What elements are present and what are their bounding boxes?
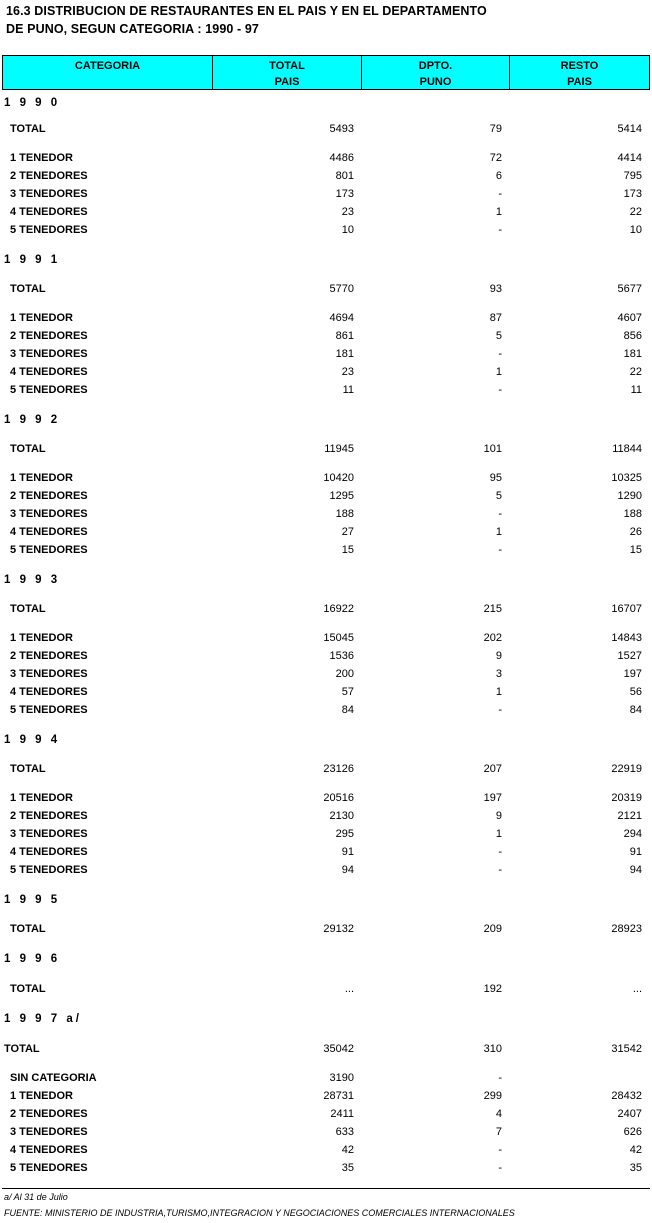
table-row	[0, 1162, 652, 1178]
category-cell: 5 TENEDORES	[10, 704, 88, 716]
table-header	[2, 55, 650, 90]
category-cell: 4 TENEDORES	[10, 206, 88, 218]
category-cell: 5 TENEDORES	[10, 1162, 88, 1174]
resto-pais-cell: 35	[629, 1162, 642, 1174]
category-cell: 1 TENEDOR	[10, 312, 73, 324]
category-cell: 1 TENEDOR	[10, 472, 73, 484]
total-pais-cell: 27	[341, 526, 354, 538]
resto-pais-cell: 28432	[611, 1090, 642, 1102]
total-pais-cell: 42	[341, 1144, 354, 1156]
total-pais-cell: 2130	[329, 810, 354, 822]
dpto-puno-cell: -	[498, 864, 502, 876]
total-pais-cell: 173	[335, 188, 354, 200]
table-row	[0, 792, 652, 808]
total-pais-cell: 23	[341, 206, 354, 218]
year-heading: 1 9 9 5	[4, 894, 61, 906]
category-cell: 3 TENEDORES	[10, 188, 88, 200]
table-row	[0, 1144, 652, 1160]
dpto-puno-cell: 5	[495, 330, 502, 342]
resto-pais-cell: 181	[623, 348, 642, 360]
table-row	[0, 632, 652, 648]
column-header-total-pais: TOTAL PAIS	[213, 56, 362, 89]
category-cell: 4 TENEDORES	[10, 526, 88, 538]
category-cell: TOTAL	[10, 443, 46, 455]
table-row	[0, 686, 652, 702]
year-heading: 1 9 9 1	[4, 254, 61, 266]
dpto-puno-cell: 9	[495, 810, 502, 822]
total-pais-cell: 11945	[324, 443, 354, 455]
table-row	[0, 490, 652, 506]
category-cell: TOTAL	[10, 283, 46, 295]
resto-pais-cell: 11844	[612, 443, 642, 455]
total-pais-cell: 181	[335, 348, 354, 360]
table-row	[0, 206, 652, 222]
table-row	[0, 544, 652, 560]
table-row	[0, 312, 652, 328]
dpto-puno-cell: 93	[489, 283, 502, 295]
dpto-puno-cell: 95	[489, 472, 502, 484]
resto-pais-cell: 15	[629, 544, 642, 556]
resto-pais-cell: 4607	[617, 312, 642, 324]
category-cell: 5 TENEDORES	[10, 544, 88, 556]
category-cell: 4 TENEDORES	[10, 1144, 88, 1156]
total-pais-cell: 10	[341, 224, 354, 236]
total-pais-cell: 2411	[330, 1108, 354, 1120]
resto-pais-cell: 20319	[611, 792, 642, 804]
resto-pais-cell: 856	[623, 330, 642, 342]
category-cell: 2 TENEDORES	[10, 810, 88, 822]
total-pais-cell: 1295	[329, 490, 354, 502]
resto-pais-cell: 42	[629, 1144, 642, 1156]
dpto-puno-cell: -	[498, 846, 502, 858]
table-row	[0, 526, 652, 542]
table-row	[0, 170, 652, 186]
dpto-puno-cell: 1	[495, 366, 502, 378]
dpto-puno-cell: 299	[483, 1090, 502, 1102]
category-cell: 5 TENEDORES	[10, 864, 88, 876]
category-cell: 4 TENEDORES	[10, 686, 88, 698]
resto-pais-cell: 26	[629, 526, 642, 538]
dpto-puno-cell: 87	[489, 312, 502, 324]
total-pais-cell: 15045	[323, 632, 354, 644]
resto-pais-cell: 294	[623, 828, 642, 840]
dpto-puno-cell: 197	[483, 792, 502, 804]
total-pais-cell: 10420	[323, 472, 354, 484]
dpto-puno-cell: -	[498, 704, 502, 716]
total-pais-cell: 200	[335, 668, 354, 680]
table-row	[0, 508, 652, 524]
dpto-puno-cell: 215	[483, 603, 502, 615]
total-pais-cell: 84	[341, 704, 354, 716]
category-cell: 5 TENEDORES	[10, 224, 88, 236]
table-row	[0, 472, 652, 488]
dpto-puno-cell: -	[498, 384, 502, 396]
table-title-line-2: DE PUNO, SEGUN CATEGORIA : 1990 - 97	[6, 22, 259, 36]
total-pais-cell: 29132	[323, 923, 354, 935]
category-cell: 3 TENEDORES	[10, 828, 88, 840]
resto-pais-cell: 56	[629, 686, 642, 698]
resto-pais-cell: 2407	[617, 1108, 642, 1120]
total-pais-cell: 15	[341, 544, 354, 556]
total-pais-cell: 5770	[329, 283, 354, 295]
dpto-puno-cell: 192	[483, 983, 502, 995]
total-pais-cell: 35	[341, 1162, 354, 1174]
column-header-dpto-puno: DPTO. PUNO	[362, 56, 510, 89]
category-cell: TOTAL	[10, 983, 46, 995]
dpto-puno-cell: 1	[495, 206, 502, 218]
resto-pais-cell: 2121	[617, 810, 642, 822]
total-pais-cell: 188	[335, 508, 354, 520]
category-cell: 4 TENEDORES	[10, 366, 88, 378]
dpto-puno-cell: 101	[483, 443, 502, 455]
footer-rule	[2, 1188, 650, 1189]
dpto-puno-cell: 5	[495, 490, 502, 502]
table-row	[0, 650, 652, 666]
category-cell: 1 TENEDOR	[10, 632, 73, 644]
table-row	[0, 704, 652, 720]
table-row	[0, 846, 652, 862]
dpto-puno-cell: 9	[495, 650, 502, 662]
year-heading: 1 9 9 7 a/	[4, 1013, 82, 1025]
total-pais-cell: 4694	[329, 312, 354, 324]
table-row	[0, 1090, 652, 1106]
table-row	[0, 810, 652, 826]
total-pais-cell: 3190	[329, 1072, 354, 1084]
resto-pais-cell: 22	[629, 366, 642, 378]
resto-pais-cell: 22919	[611, 763, 642, 775]
dpto-puno-cell: 4	[495, 1108, 502, 1120]
table-row	[0, 224, 652, 240]
category-cell: TOTAL	[10, 923, 46, 935]
resto-pais-cell: ...	[632, 983, 642, 995]
category-cell: 2 TENEDORES	[10, 490, 88, 502]
dpto-puno-cell: 72	[489, 152, 502, 164]
dpto-puno-cell: 1	[495, 526, 502, 538]
resto-pais-cell: 1290	[617, 490, 642, 502]
table-row	[0, 188, 652, 204]
dpto-puno-cell: 1	[495, 686, 502, 698]
total-row	[0, 1043, 652, 1059]
resto-pais-cell: 4414	[617, 152, 642, 164]
resto-pais-cell: 5677	[617, 283, 642, 295]
resto-pais-cell: 10	[629, 224, 642, 236]
table-row	[0, 330, 652, 346]
dpto-puno-cell: -	[498, 1072, 502, 1084]
category-cell: 3 TENEDORES	[10, 668, 88, 680]
category-cell: 2 TENEDORES	[10, 650, 88, 662]
category-cell: TOTAL	[10, 123, 46, 135]
dpto-puno-cell: -	[498, 508, 502, 520]
total-pais-cell: 28731	[323, 1090, 354, 1102]
resto-pais-cell: 14843	[611, 632, 642, 644]
category-cell: 3 TENEDORES	[10, 1126, 88, 1138]
table-row	[0, 1126, 652, 1142]
dpto-puno-cell: -	[498, 1144, 502, 1156]
category-cell: TOTAL	[10, 763, 46, 775]
dpto-puno-cell: -	[498, 348, 502, 360]
total-pais-cell: 11	[342, 384, 354, 396]
dpto-puno-cell: 79	[489, 123, 502, 135]
dpto-puno-cell: 7	[495, 1126, 502, 1138]
total-pais-cell: 35042	[323, 1043, 354, 1055]
resto-pais-cell: 188	[623, 508, 642, 520]
dpto-puno-cell: -	[498, 544, 502, 556]
dpto-puno-cell: 209	[483, 923, 502, 935]
category-cell: 4 TENEDORES	[10, 846, 88, 858]
total-pais-cell: 94	[341, 864, 354, 876]
table-row	[0, 366, 652, 382]
category-cell: SIN CATEGORIA	[10, 1072, 97, 1084]
resto-pais-cell: 173	[623, 188, 642, 200]
total-pais-cell: 861	[335, 330, 354, 342]
resto-pais-cell: 5414	[617, 123, 642, 135]
year-heading: 1 9 9 4	[4, 734, 61, 746]
column-header-categoria: CATEGORIA	[3, 56, 213, 89]
total-pais-cell: 5493	[329, 123, 354, 135]
table-row	[0, 348, 652, 364]
total-row	[0, 443, 652, 459]
resto-pais-cell: 31542	[611, 1043, 642, 1055]
total-pais-cell: 16922	[323, 603, 354, 615]
resto-pais-cell: 84	[629, 704, 642, 716]
dpto-puno-cell: 3	[495, 668, 502, 680]
total-pais-cell: 633	[335, 1126, 354, 1138]
table-row	[0, 152, 652, 168]
table-row	[0, 828, 652, 844]
total-row	[0, 603, 652, 619]
resto-pais-cell: 22	[629, 206, 642, 218]
year-heading: 1 9 9 0	[4, 97, 61, 109]
total-pais-cell: 20516	[323, 792, 354, 804]
dpto-puno-cell: 202	[483, 632, 502, 644]
category-cell: 1 TENEDOR	[10, 1090, 73, 1102]
resto-pais-cell: 91	[629, 846, 642, 858]
total-pais-cell: 1536	[329, 650, 354, 662]
total-pais-cell: ...	[344, 983, 354, 995]
footnote: a/ Al 31 de Julio	[4, 1192, 68, 1202]
category-cell: 2 TENEDORES	[10, 1108, 88, 1120]
dpto-puno-cell: 6	[495, 170, 502, 182]
dpto-puno-cell: -	[498, 224, 502, 236]
total-pais-cell: 801	[335, 170, 354, 182]
source-note: FUENTE: MINISTERIO DE INDUSTRIA,TURISMO,INTEGRACION Y NEGOCIACIONES COMERCIALES INTERNACIONALES	[4, 1208, 515, 1218]
category-cell: 1 TENEDOR	[10, 792, 73, 804]
total-pais-cell: 23	[341, 366, 354, 378]
category-cell: 3 TENEDORES	[10, 508, 88, 520]
dpto-puno-cell: -	[498, 188, 502, 200]
resto-pais-cell: 16707	[611, 603, 642, 615]
total-pais-cell: 57	[341, 686, 354, 698]
total-pais-cell: 91	[341, 846, 354, 858]
resto-pais-cell: 11	[630, 384, 642, 396]
total-row	[0, 123, 652, 139]
table-row	[0, 864, 652, 880]
resto-pais-cell: 1527	[617, 650, 642, 662]
category-cell: 1 TENEDOR	[10, 152, 73, 164]
total-row	[0, 923, 652, 939]
table-row	[0, 384, 652, 400]
total-pais-cell: 295	[335, 828, 354, 840]
total-pais-cell: 23126	[323, 763, 354, 775]
dpto-puno-cell: -	[498, 1162, 502, 1174]
category-cell: 5 TENEDORES	[10, 384, 88, 396]
total-row	[0, 283, 652, 299]
table-row	[0, 1072, 652, 1088]
total-row	[0, 983, 652, 999]
table-row	[0, 668, 652, 684]
resto-pais-cell: 197	[623, 668, 642, 680]
total-row	[0, 763, 652, 779]
dpto-puno-cell: 310	[483, 1043, 502, 1055]
table-title-line-1: 16.3 DISTRIBUCION DE RESTAURANTES EN EL PAIS Y EN EL DEPARTAMENTO	[6, 4, 487, 18]
category-cell: 3 TENEDORES	[10, 348, 88, 360]
column-header-resto-pais: RESTO PAIS	[560, 60, 599, 88]
resto-pais-cell: 94	[629, 864, 642, 876]
table-row	[0, 1108, 652, 1124]
resto-pais-cell: 28923	[611, 923, 642, 935]
resto-pais-cell: 795	[623, 170, 642, 182]
total-pais-cell: 4486	[329, 152, 354, 164]
year-heading: 1 9 9 3	[4, 574, 61, 586]
resto-pais-cell: 10325	[611, 472, 642, 484]
dpto-puno-cell: 207	[483, 763, 502, 775]
year-heading: 1 9 9 2	[4, 414, 61, 426]
category-cell: 2 TENEDORES	[10, 170, 88, 182]
resto-pais-cell: 626	[623, 1126, 642, 1138]
category-cell: TOTAL	[4, 1043, 40, 1055]
year-heading: 1 9 9 6	[4, 953, 61, 965]
dpto-puno-cell: 1	[495, 828, 502, 840]
category-cell: 2 TENEDORES	[10, 330, 88, 342]
category-cell: TOTAL	[10, 603, 46, 615]
